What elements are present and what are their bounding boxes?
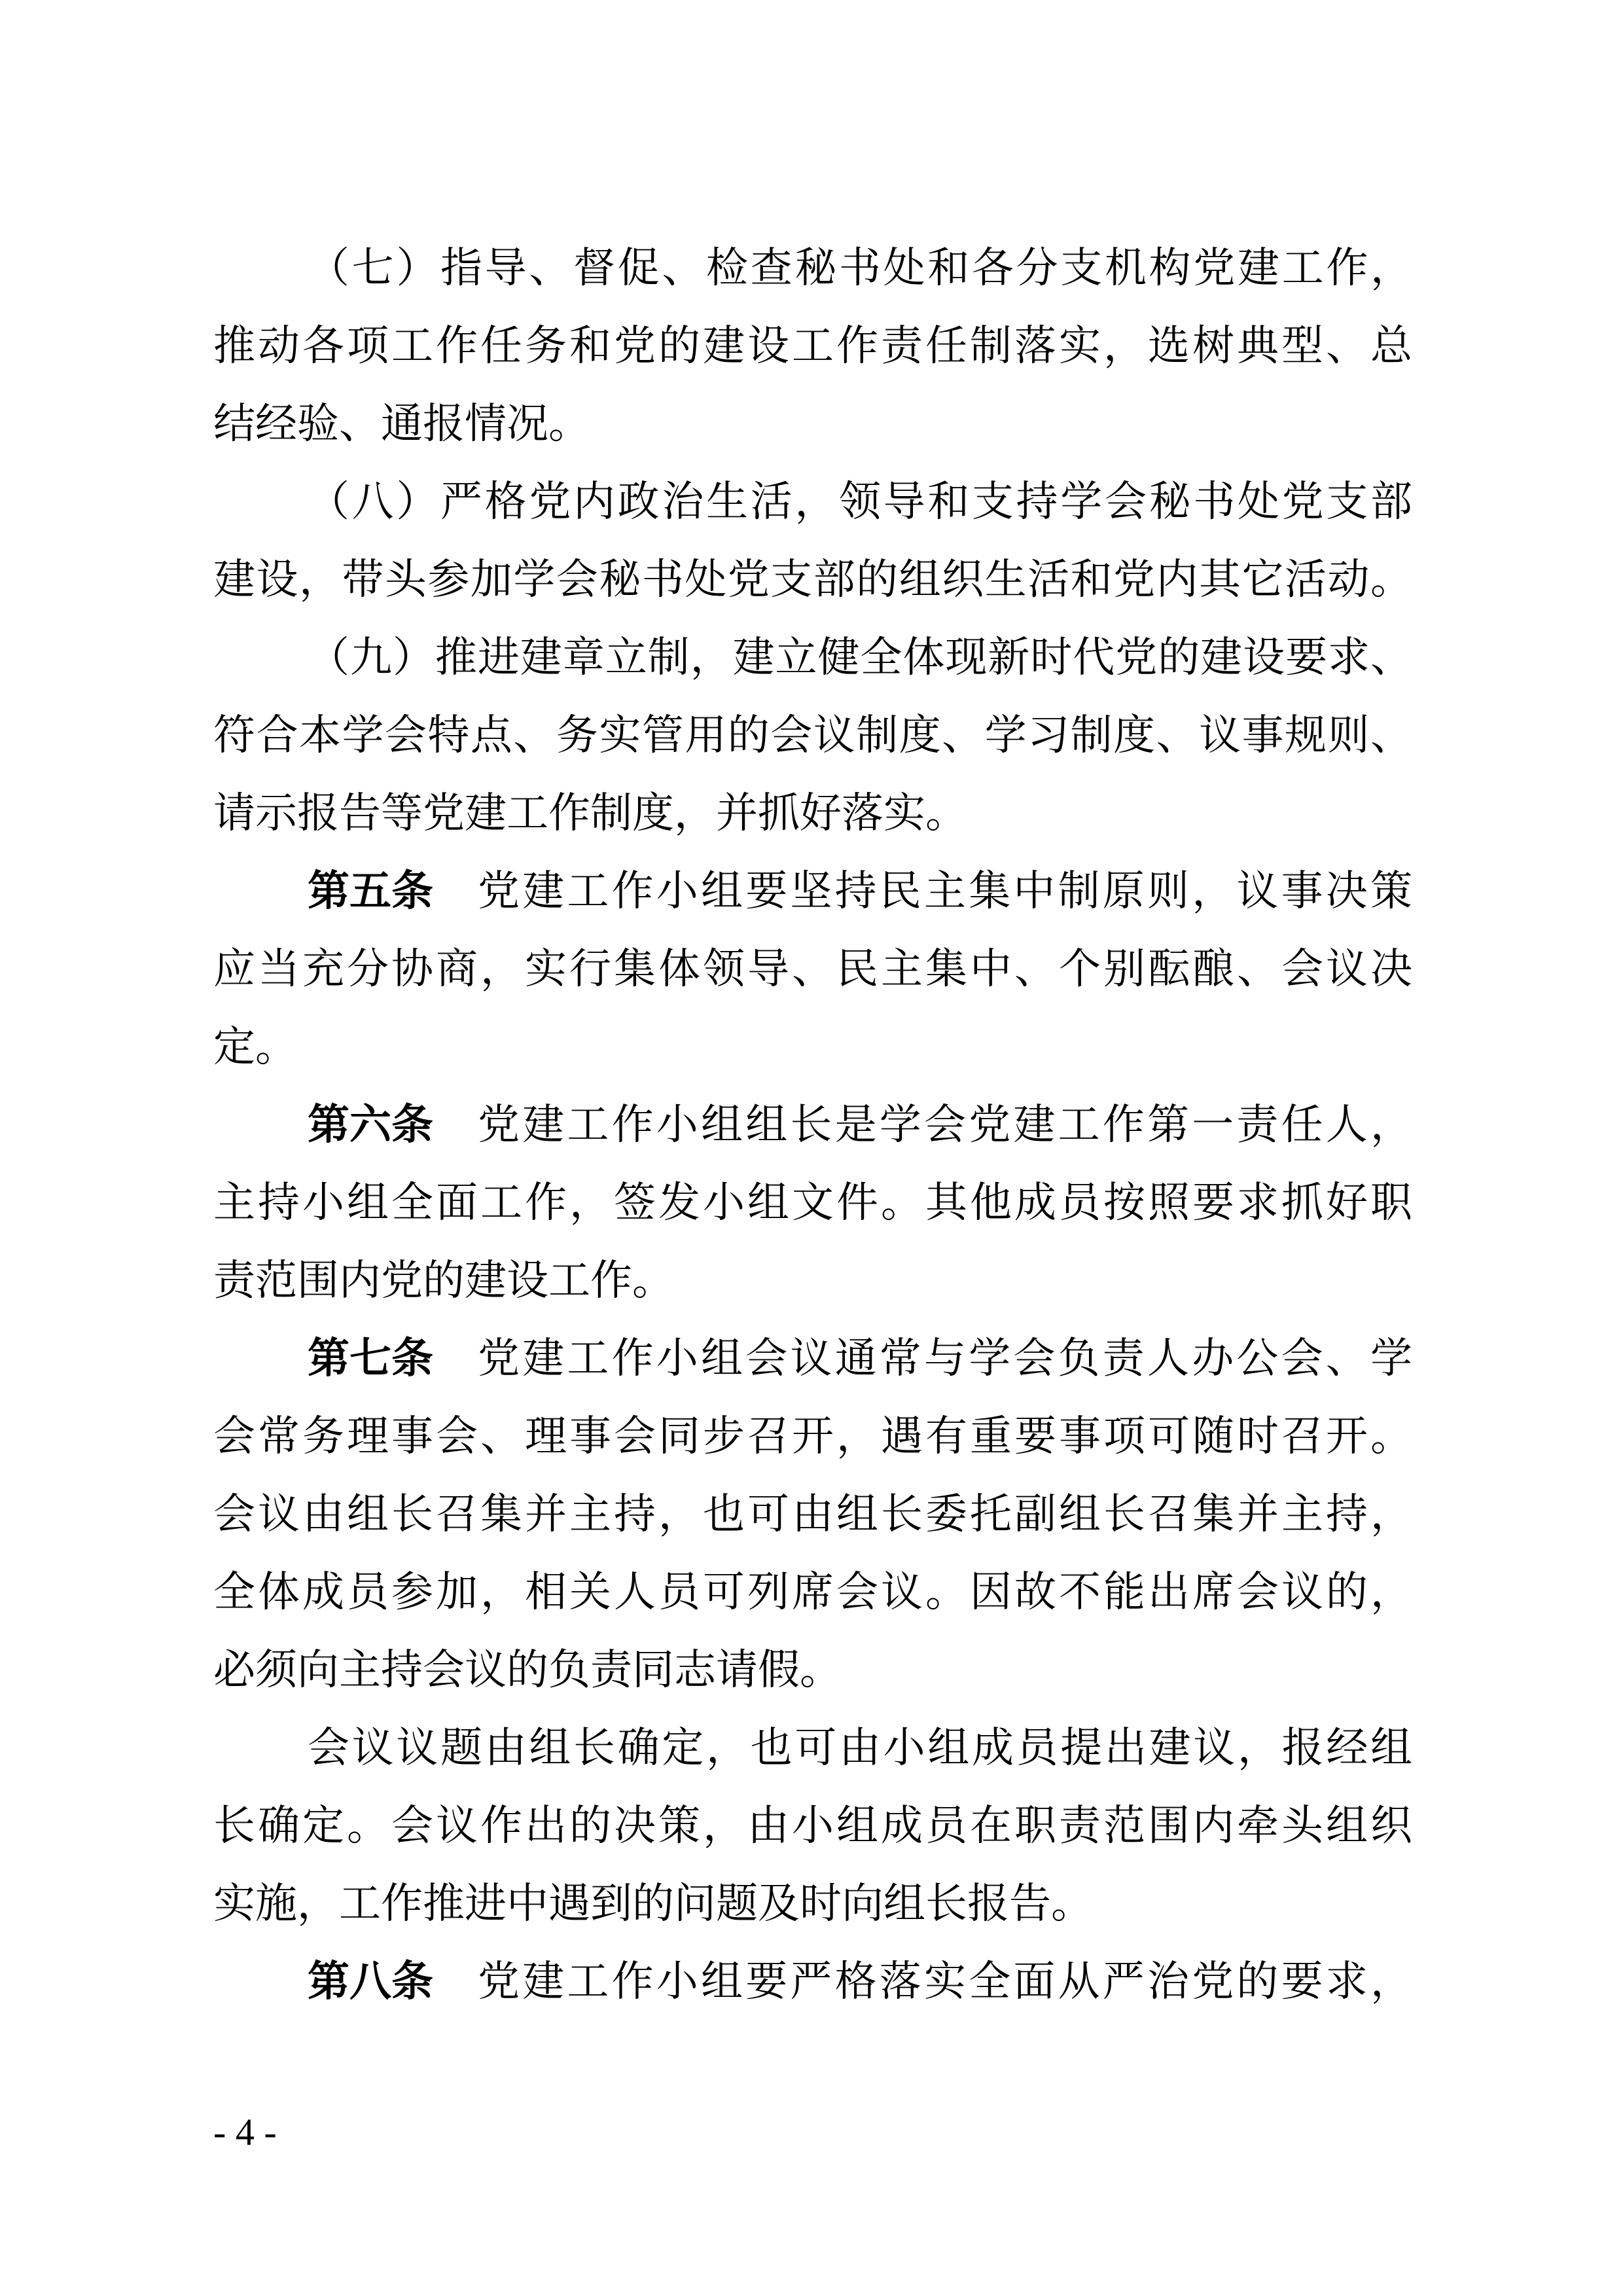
article-6-line-1: 党建工作小组组长是学会党建工作第一责任人， <box>478 1101 1412 1149</box>
page-number: - 4 - <box>213 2111 277 2153</box>
article-7-line-1: 党建工作小组会议通常与学会负责人办公会、学 <box>478 1335 1412 1383</box>
item-7-line-1: （七）指导、督促、检查秘书处和各分支机构党建工作， <box>308 244 1412 293</box>
item-9-line-1: （九）推进建章立制，建立健全体现新时代党的建设要求、 <box>308 634 1412 682</box>
item-9-line-2: 符合本学会特点、务实管用的会议制度、学习制度、议事规则、 <box>213 711 1412 760</box>
article-6-line-3: 责范围内党的建设工作。 <box>213 1257 674 1305</box>
article-5-line-3: 定。 <box>213 1023 297 1071</box>
item-7-line-3: 结经验、通报情况。 <box>213 400 590 448</box>
article-7-line-2: 会常务理事会、理事会同步召开，遇有重要事项可随时召开。 <box>213 1412 1412 1461</box>
article-7-para-2-line-3: 实施，工作推进中遇到的问题及时向组长报告。 <box>213 1880 1093 1928</box>
article-5-line-1: 党建工作小组要坚持民主集中制原则，议事决策 <box>478 867 1412 916</box>
article-6-heading: 第六条 <box>308 1101 433 1149</box>
article-7-para-2-line-1: 会议议题由组长确定，也可由小组成员提出建议，报经组 <box>308 1724 1412 1772</box>
article-7-heading: 第七条 <box>308 1335 433 1383</box>
item-9-line-3: 请示报告等党建工作制度，并抓好落实。 <box>213 789 967 838</box>
item-8-line-1: （八）严格党内政治生活，领导和支持学会秘书处党支部 <box>308 478 1412 526</box>
article-7-line-4: 全体成员参加，相关人员可列席会议。因故不能出席会议的， <box>213 1568 1412 1617</box>
article-5-heading: 第五条 <box>308 867 433 916</box>
article-7-para-2-line-2: 长确定。会议作出的决策，由小组成员在职责范围内牵头组织 <box>213 1802 1412 1850</box>
article-7-line-3: 会议由组长召集并主持，也可由组长委托副组长召集并主持， <box>213 1490 1412 1539</box>
item-8-line-2: 建设，带头参加学会秘书处党支部的组织生活和党内其它活动。 <box>213 556 1412 604</box>
article-7-line-5: 必须向主持会议的负责同志请假。 <box>213 1646 842 1695</box>
article-6-line-2: 主持小组全面工作，签发小组文件。其他成员按照要求抓好职 <box>213 1179 1412 1227</box>
article-5-line-2: 应当充分协商，实行集体领导、民主集中、个别酝酿、会议决 <box>213 945 1412 994</box>
article-8-heading: 第八条 <box>308 1958 433 2006</box>
article-8-line-1: 党建工作小组要严格落实全面从严治党的要求， <box>478 1958 1412 2006</box>
item-7-line-2: 推动各项工作任务和党的建设工作责任制落实，选树典型、总 <box>213 322 1412 370</box>
